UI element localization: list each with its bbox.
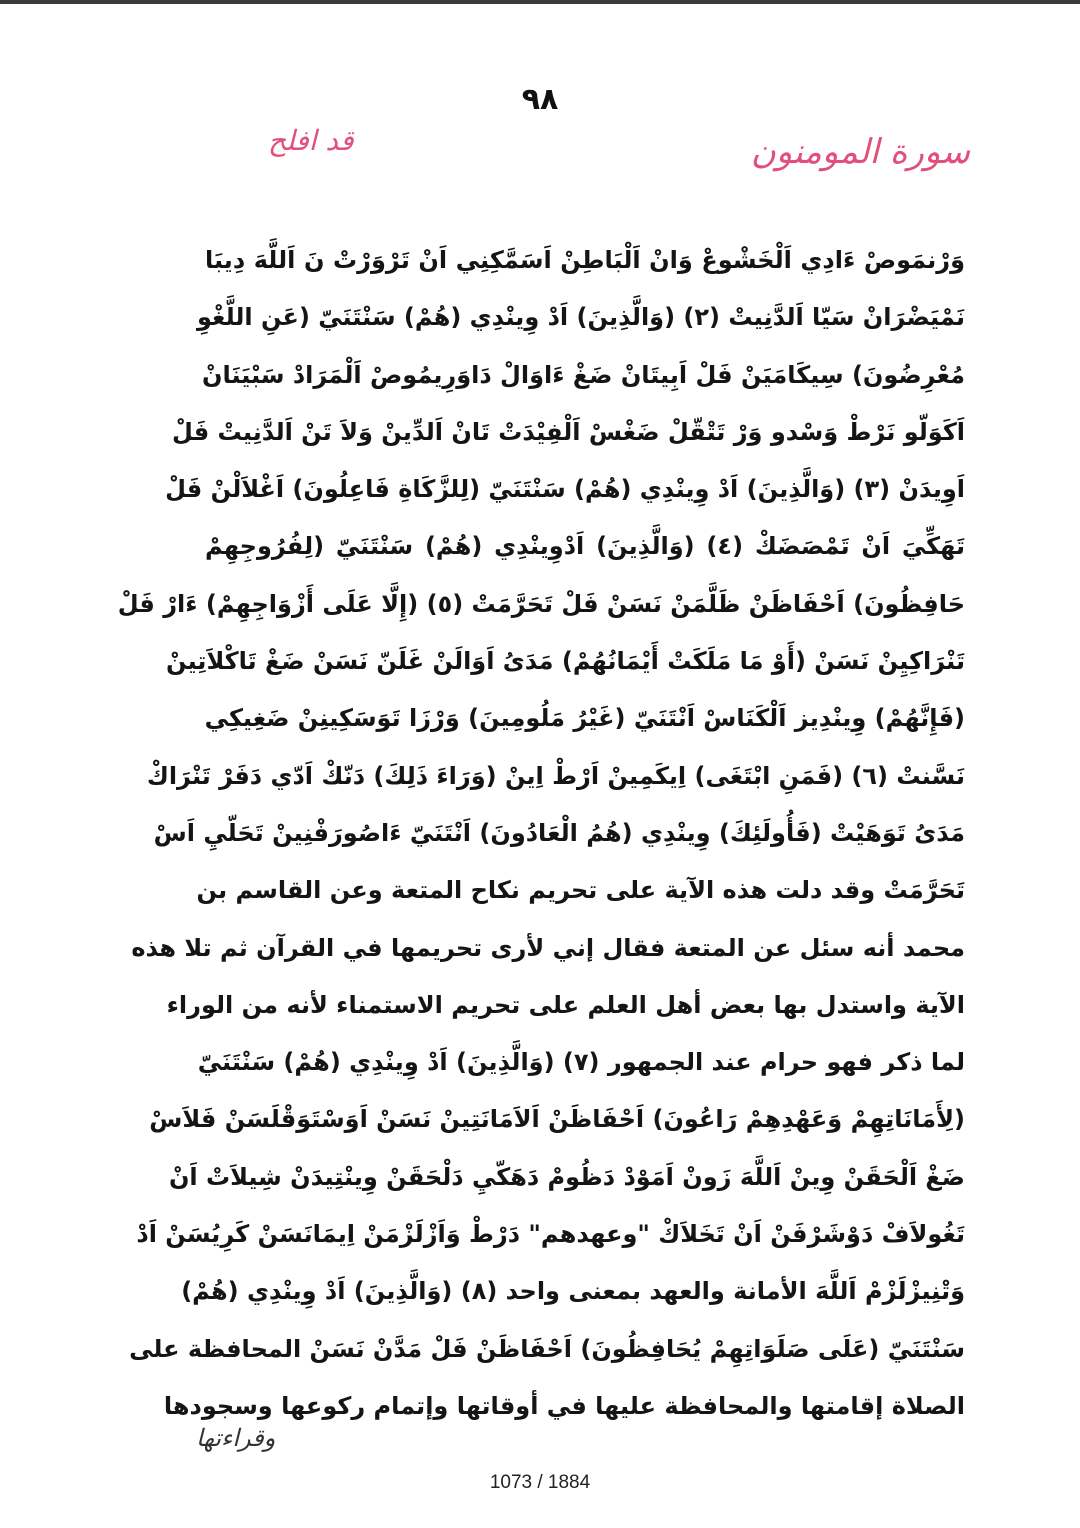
text-line: محمد أنه سئل عن المتعة فقال إني لأرى تحريمها في القرآن ثم تلا هذه — [131, 933, 965, 962]
text-line: ضَغْ اَلْحَقَنْ وِينْ اَللَّهَ زَونْ اَمَوْدْ دَظُومْ دَهَكّيِ دَلْحَقَنْ وِينْتِيدَنْ شِيلاَتْ اَنْ — [168, 1162, 965, 1191]
margin-note-handwritten: قد افلح — [268, 124, 354, 157]
text-line: اَكَوَلّو نَرْطْ وَسْدو وَرْ تَتْقّلْ ضَغْسْ اَلْفِيْدَتْ تَانْ اَلدِّينْ وَلاَ تَنْ اَلدَّنِيتْ فَلْ — [172, 417, 965, 446]
text-line: مَدَىُ تَوَهَيْتْ (فَأُولَئِكَ) وِينْدِي (هُمُ الْعَادُونَ) اَنْتَنَيّ ءَاصُورَفْنِينْ تَحَلّيِ اَسْ — [153, 818, 965, 847]
text-line: وَرْنمَوصْ ءَادِي اَلْخَشْوعْ وَانْ اَلْبَاطِنْ اَسَمَّكِنِي اَنْ تَرْوَرْتْ نَ اَللَّهَ دِيبَا — [205, 246, 965, 274]
text-line: الآية واستدل بها بعض أهل العلم على تحريم الاستمناء لأنه من الوراء — [166, 990, 965, 1019]
text-line: (لِأَمَانَاتِهِمْ وَعَهْدِهِمْ رَاعُونَ) اَحْفَاظَنْ اَلاَمَانَتِينْ نَسَنْ اَوَسْتَوَقْلَسَنْ فَلاَسْ — [149, 1105, 965, 1134]
text-line: اَوِيدَنْ (٣) (وَالَّذِينَ) اَدْ وِينْدِي (هُمْ) سَنْتَنَيّ (لِلزَّكَاةِ فَاعِلُونَ) اَغْلاَلْنْ فَلْ — [165, 475, 965, 504]
text-line: تَحَرَّمَتْ وقد دلت هذه الآية على تحريم نكاح المتعة وعن القاسم بن — [196, 876, 965, 905]
text-line: لما ذكر فهو حرام عند الجمهور (٧) (وَالَّذِينَ) اَدْ وِينْدِي (هُمْ) سَنْتَنَيّ — [197, 1048, 965, 1077]
text-line: تَغُولاَفْ دَوْشَرْفَنْ اَنْ تَخَلاَكْ "وعهدهم" دَرْطْ وَاَزْلَزْمَنْ اِيمَانَسَنْ كَرِيُسَنْ اَدْ — [136, 1220, 965, 1249]
text-line: نَمْيَضْرَانْ سَيّا اَلدَّنِيتْ (٢) (وَالَّذِينَ) اَدْ وِينْدِي (هُمْ) سَنْتَنَيّ (عَنِ اللَّغْوِ — [196, 303, 965, 332]
text-line: سَنْتَنَيّ (عَلَى صَلَوَاتِهِمْ يُحَافِظُونَ) اَحْفَاظَنْ فَلْ مَدَّنْ نَسَنْ المحافظة على — [129, 1334, 965, 1363]
text-line: تَنْرَاكِيِنْ نَسَنْ (أَوْ مَا مَلَكَتْ أَيْمَانُهُمْ) مَدَىُ اَوَالَنْ غَلَنّ نَسَنْ ضَغْ تَاكْلاَتِينْ — [166, 647, 965, 676]
page-counter: 1073 / 1884 — [489, 1472, 591, 1493]
page-number: ٩٨ — [521, 82, 559, 117]
text-line: تَهَكِّيَ اَنْ تَمْصَضَكْ (٤) (وَالَّذِينَ) اَدْوِينْدِي (هُمْ) سَنْتَنَيّ (لِفُرُوجِهِمْ — [205, 532, 965, 561]
text-line: (فَإِنَّهُمْ) وِينْدِيز اَلْكَنَاسْ اَنْتَنَيّ (غَيْرُ مَلُومِينَ) وَرْزَا تَوَسَكِينِنْ ضَغِيكِي — [204, 704, 965, 733]
surah-title-handwritten: سورة المومنون — [750, 132, 970, 172]
text-line: نَسَّنتْ (٦) (فَمَنِ ابْتَغَى) اِيكَمِينْ اَرْطْ اِينْ (وَرَاءَ ذَلِكَ) دَنّكْ اَدّي دَفَرْ تَنْرَاكْ — [146, 761, 965, 790]
text-line: حَافِظُونَ) اَحْفَاظَنْ ظَلَّمَنْ نَسَنْ فَلْ تَحَرَّمَتْ (٥) (إِلَّا عَلَى أَزْوَاجِهِمْ) ءَارْ فَلْ — [117, 589, 965, 618]
text-line: مُعْرِضُونَ) سِيكَامَيَنْ فَلْ اَبِيتَانْ ضَغْ ءَاوَالْ دَاوَرِيمُوصْ اَلْمَرَادْ سَبْيَنَانْ — [201, 360, 965, 389]
text-line: الصلاة إقامتها والمحافظة عليها في أوقاتها وإتمام ركوعها وسجودها — [163, 1391, 965, 1420]
text-line: وَتْنِيزْلَزْمْ اَللَّهَ الأمانة والعهد بمعنى واحد (٨) (وَالَّذِينَ) اَدْ وِينْدِي (هُمْ) — [181, 1277, 965, 1306]
footer-note-handwritten: وقراءتها — [196, 1424, 276, 1452]
top-edge-bar — [0, 0, 1080, 4]
body-text — [117, 232, 965, 1435]
